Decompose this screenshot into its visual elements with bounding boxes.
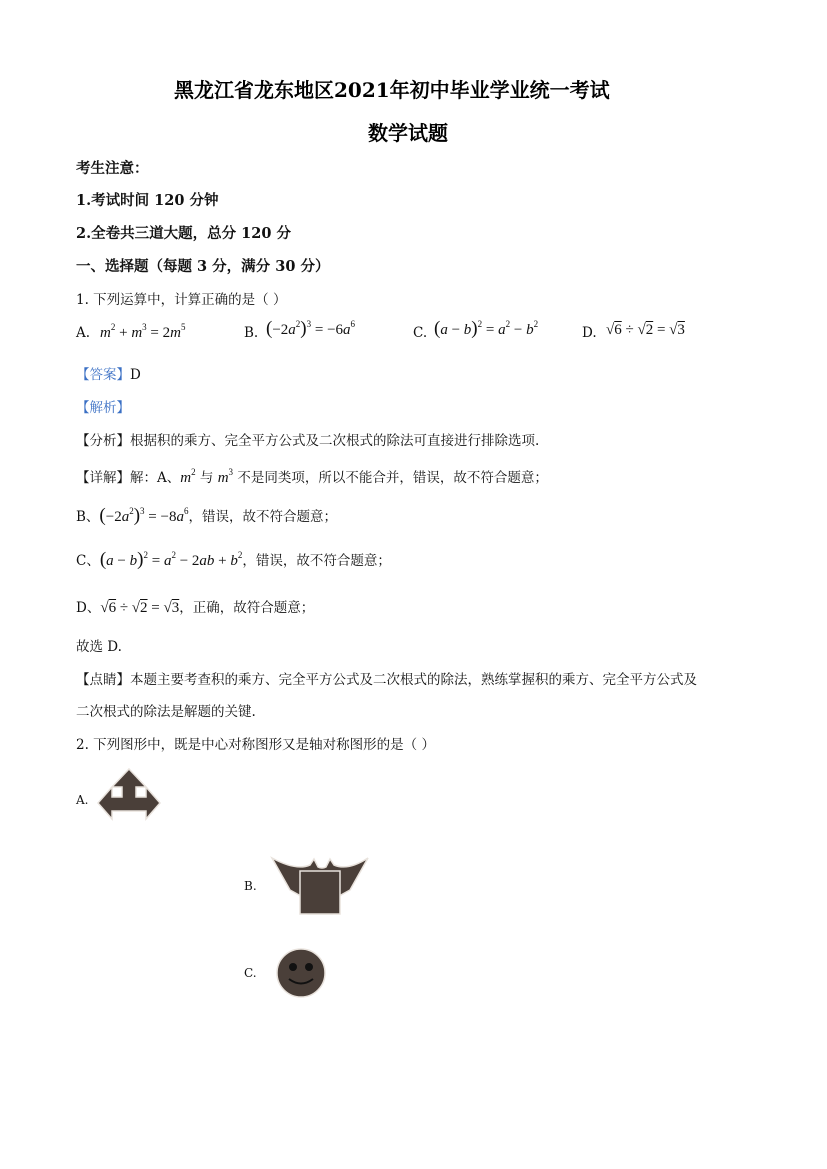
question-1-options xyxy=(76,318,756,348)
detail-d-formula: √6 ÷ √2 = √3 xyxy=(100,600,180,616)
q2-option-a-figure xyxy=(96,767,162,833)
answer-line xyxy=(76,363,141,383)
detail-c-prefix: C、 xyxy=(76,553,100,569)
option-a-formula: $m^2 + m^3 = 2m^5$ xyxy=(100,322,186,341)
detail-a-mid: 与 xyxy=(199,470,214,486)
option-c-formula: $(a - b)^2 = a^2 - b^2$ xyxy=(434,318,539,339)
notice-item-score: 2.全卷共三道大题，总分 120 分 xyxy=(76,225,291,242)
detail-b-suffix: ，错误，故不符合题意； xyxy=(188,509,337,525)
detail-a-suffix: 不是同类项，所以不能合并，错误，故不符合题意； xyxy=(237,470,548,486)
analysis-tag: 【解析】 xyxy=(76,400,130,416)
detail-c-formula: $(a - b)^2 = a^2 - 2ab + b^2$ xyxy=(99,549,243,570)
notice-item-time: 1.考试时间 120 分钟 xyxy=(76,192,219,209)
face-eye-right xyxy=(305,963,313,971)
option-d-label: D. xyxy=(582,325,597,341)
answer-value: D xyxy=(130,367,141,383)
comment-line-1: 【点睛】本题主要考查积的乘方、完全平方公式及二次根式的除法，熟练掌握积的乘方、完全平方公式及 xyxy=(76,672,697,688)
option-b-formula: $(-2a^2)^3 = -6a^6$ xyxy=(266,318,356,339)
detail-d-suffix: ，正确，故符合题意； xyxy=(179,600,315,616)
comment-line-2: 二次根式的除法是解题的关键. xyxy=(76,704,256,720)
option-b-label: B. xyxy=(244,325,259,341)
option-c-label: C. xyxy=(413,325,428,341)
q2-option-c-label: C. xyxy=(244,966,257,980)
option-d-formula: √6 ÷ √2 = √3 xyxy=(606,322,685,338)
option-a-label: A. xyxy=(76,325,91,341)
page-subtitle: 数学试题 xyxy=(368,121,448,145)
analysis-text: 【分析】根据积的乘方、完全平方公式及二次根式的除法可直接进行排除选项. xyxy=(76,433,540,449)
detail-c-suffix: ，错误，故不符合题意； xyxy=(242,553,391,569)
detail-d-prefix: D、 xyxy=(76,600,101,616)
face-eye-left xyxy=(289,963,297,971)
detail-a xyxy=(76,466,548,487)
question-2-stem: 2. 下列图形中，既是中心对称图形又是轴对称图形的是（ ） xyxy=(76,737,435,753)
section-heading: 一、选择题（每题 3 分，满分 30 分） xyxy=(76,258,330,275)
notice-heading: 考生注意： xyxy=(76,160,149,177)
detail-a-m2: $m^2$ xyxy=(180,467,196,486)
detail-b xyxy=(76,505,337,527)
arrow-shape xyxy=(98,769,160,819)
question-1-stem: 1. 下列运算中，计算正确的是（ ） xyxy=(76,292,287,308)
q2-option-a-label: A. xyxy=(76,793,89,807)
conclusion-text: 故选 D. xyxy=(76,639,122,655)
detail-c xyxy=(76,549,391,571)
detail-b-prefix: B、 xyxy=(76,509,100,525)
detail-a-prefix: 【详解】解：A、 xyxy=(76,470,181,486)
face-circle xyxy=(277,949,325,997)
page-title: 黑龙江省龙东地区2021年初中毕业学业统一考试 xyxy=(174,78,610,102)
detail-a-m3: $m^3$ xyxy=(217,467,234,486)
detail-b-formula: $(-2a^2)^3 = -8a^6$ xyxy=(99,505,189,526)
q2-option-b-figure xyxy=(270,855,370,917)
answer-tag: 【答案】 xyxy=(76,367,130,383)
detail-d xyxy=(76,596,314,617)
ribbon-center xyxy=(300,871,340,914)
q2-option-c-figure xyxy=(274,946,328,1000)
q2-option-b-label: B. xyxy=(244,879,257,893)
